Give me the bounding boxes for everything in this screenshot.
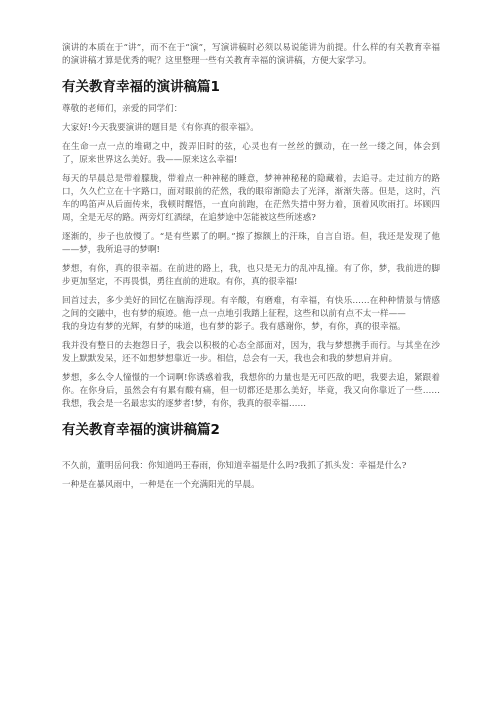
section-heading-1: 有关教育幸福的演讲稿篇1	[62, 79, 220, 95]
paragraph: 梦想，多么令人憧憬的一个词啊!你诱惑着我，我想你的力量也是无可匹敌的吧，我要去追，紧跟着你。在你身后，虽然会有有累有酸有痛，但一切都还是那么美好，毕竟，我又向你靠近了一些……我想，我会是一名最忠实的逐梦者!梦，有你，我真的很幸福……	[62, 373, 440, 409]
paragraph: 不久前，董明岳问我：你知道吗王春雨，你知道幸福是什么吗?我抓了抓头发：幸福是什么?	[62, 461, 407, 471]
paragraph: 大家好!今天我要演讲的题目是《有你真的很幸福》。	[62, 123, 259, 133]
paragraph: 每天的早晨总是带着朦胧，带着点一种神秘的睡意，梦神神秘秘的隐藏着，去追寻。走过前方的路口，久久伫立在十字路口，面对眼前的茫然，我的眼帘渐隐去了光泽，渐渐失落。但是，这时，汽车的鸣笛声从后面传来，我顿时醒悟，一直向前跑，在茫然失措中努力着，顶着风吹雨打。坏顾四周，全是无尽的路。两旁灯红酒绿，在追梦途中怎能被这些所迷惑?	[62, 174, 440, 223]
paragraph: 我并没有整日的去抱怨日子，我会以积极的心态全部面对，因为，我与梦想携手而行。与其坐在沙发上默默发呆，还不如想梦想靠近一步。相信，总会有一天，我也会和我的梦想肩并肩。	[62, 341, 440, 364]
document-page	[62, 42, 440, 498]
section-heading-2: 有关教育幸福的演讲稿篇2	[62, 422, 220, 438]
paragraph: 回首过去，多少美好的回忆在脑海浮现。有辛酸，有磨难，有幸福，有快乐……在种种情景与情感之间的交融中，也有梦的痕迹。他一点一点地引我踏上征程，这些和以前有点不太一样—— 我的身边有梦的光辉，有梦的味道，也有梦的影子。我有感谢你，梦，有你，真的很幸福。	[62, 296, 440, 332]
paragraph: 梦想，有你，真的很幸福。在前进的路上，我，也只是无力的乱冲乱撞。有了你，梦，我前进的脚步更加坚定，不再畏惧，勇往直前的进取。有你，真的很幸福!	[62, 264, 440, 287]
paragraph: 逐渐的，步子也放慢了。“是有些累了的啊。”擦了擦额上的汗珠，自言自语。但，我还是发现了他——梦，我所追寻的梦啊!	[62, 232, 440, 255]
paragraph: 尊敬的老师们，亲爱的同学们：	[62, 104, 183, 114]
paragraph: 一种是在暴风雨中，一种是在一个充满阳光的早晨。	[62, 480, 260, 490]
paragraph: 在生命一点一点的堆砌之中，拨弄旧时的弦，心灵也有一丝丝的颤动，在一丝一缕之间，体会到了，原来世界这么美好。我——原来这么幸福!	[62, 142, 440, 165]
intro-paragraph: 演讲的本质在于“讲”，而不在于“演”，写演讲稿时必须以易说能讲为前提。什么样的有关教育幸福的演讲稿才算是优秀的呢？这里整理一些有关教育幸福的演讲稿，方便大家学习。	[62, 43, 440, 66]
spacer	[62, 446, 440, 460]
